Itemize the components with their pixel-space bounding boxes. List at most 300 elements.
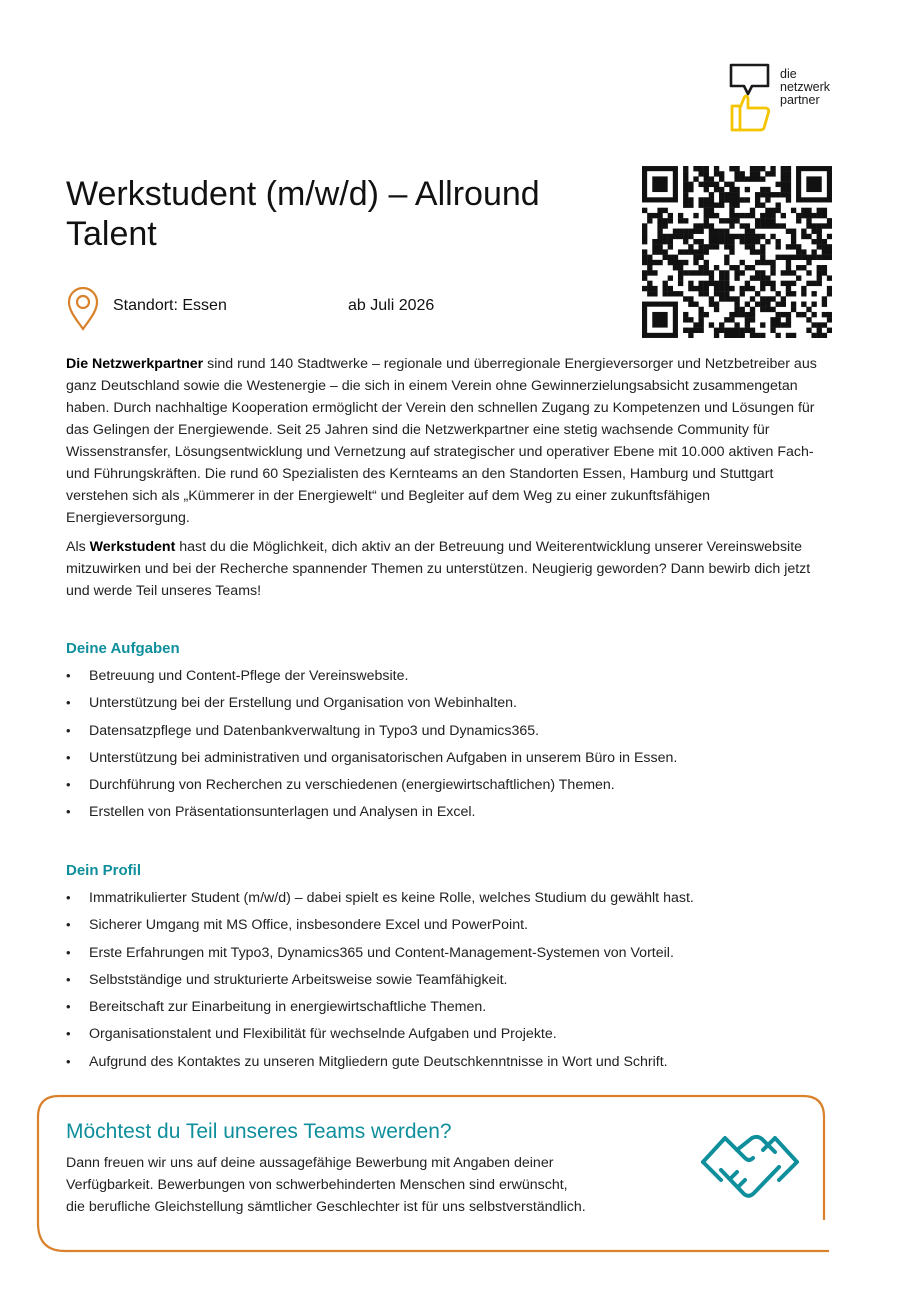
qr-module <box>755 291 760 296</box>
qr-module <box>683 317 688 322</box>
qr-module <box>698 182 703 187</box>
qr-module <box>796 249 801 254</box>
qr-module <box>806 281 811 286</box>
qr-module <box>719 296 724 301</box>
qr-module <box>822 265 827 270</box>
qr-module <box>657 260 662 265</box>
qr-module <box>678 265 683 270</box>
qr-module <box>734 275 739 280</box>
qr-module <box>734 213 739 218</box>
qr-module <box>719 192 724 197</box>
qr-module <box>817 229 822 234</box>
qr-module <box>719 187 724 192</box>
qr-module <box>663 239 668 244</box>
qr-module <box>668 291 673 296</box>
qr-module <box>663 286 668 291</box>
qr-module <box>786 255 791 260</box>
intro-paragraph-1-text: sind rund 140 Stadtwerke – regionale und überregionale Energieversorger und Netzbetreiber aus ganz Deutschland sowie die Westenergie – die sich in einem Verein ohne Gewinnerzielungsabsicht zusammengetan haben. Durch nachhaltige Kooperation ermöglicht der Verein den schnellen Zugang zu Kompetenzen und Lösungen für das Gelingen der Energiewende. Seit 25 Jahren sind die Netzwerkpartner eine stetig wachsende Community für Wissenstransfer, Lösungsentwicklung und Vernetzung auf strategischer und operativer Ebene mit 10.000 aktiven Fach- und Führungskräften. Die rund 60 Spezialisten des Kernteams an den Standorten Essen, Hamburg und Stuttgart verstehen sich als „Kümmerer in der Energiewelt“ und Begleiter auf dem Weg zu einer zukunftsfähigen Energieversorgung. <box>66 356 817 526</box>
qr-module <box>709 197 714 202</box>
qr-module <box>642 208 647 213</box>
qr-module <box>806 307 811 312</box>
qr-module <box>786 333 791 338</box>
qr-module <box>729 192 734 197</box>
qr-module <box>729 197 734 202</box>
qr-module <box>704 223 709 228</box>
qr-module <box>698 244 703 249</box>
qr-module <box>745 265 750 270</box>
qr-module <box>745 286 750 291</box>
qr-module <box>770 234 775 239</box>
qr-module <box>724 234 729 239</box>
qr-module <box>714 166 719 171</box>
qr-module <box>704 281 709 286</box>
qr-module <box>693 213 698 218</box>
qr-module <box>796 275 801 280</box>
qr-module <box>801 213 806 218</box>
qr-module <box>734 176 739 181</box>
qr-module <box>806 260 811 265</box>
qr-module <box>750 176 755 181</box>
qr-module <box>822 312 827 317</box>
qr-module <box>734 322 739 327</box>
qr-module <box>647 260 652 265</box>
qr-module <box>745 239 750 244</box>
qr-module <box>786 187 791 192</box>
qr-module <box>714 328 719 333</box>
qr-module <box>740 176 745 181</box>
logo-line-die: die <box>780 67 797 81</box>
qr-module <box>693 286 698 291</box>
qr-module <box>724 281 729 286</box>
qr-module <box>734 296 739 301</box>
qr-module <box>817 322 822 327</box>
qr-module <box>755 223 760 228</box>
qr-module <box>781 213 786 218</box>
intro-company-name: Die Netzwerkpartner <box>66 356 204 372</box>
qr-module <box>719 275 724 280</box>
qr-module <box>760 322 765 327</box>
qr-module <box>693 176 698 181</box>
qr-module <box>745 213 750 218</box>
qr-module <box>827 286 832 291</box>
qr-module <box>693 223 698 228</box>
list-item: • Unterstützung bei administrativen und organisatorischen Aufgaben in unserem Büro in Essen. <box>66 747 846 774</box>
qr-module <box>678 275 683 280</box>
qr-module <box>729 249 734 254</box>
qr-module <box>791 281 796 286</box>
qr-module <box>765 302 770 307</box>
qr-module <box>750 328 755 333</box>
qr-module <box>652 244 657 249</box>
qr-module <box>724 192 729 197</box>
qr-module <box>698 202 703 207</box>
qr-module <box>786 244 791 249</box>
qr-module <box>786 229 791 234</box>
qr-module <box>770 166 775 171</box>
qr-module <box>765 281 770 286</box>
qr-module <box>822 255 827 260</box>
qr-module <box>698 197 703 202</box>
qr-module <box>704 182 709 187</box>
qr-module <box>750 317 755 322</box>
handshake-icon <box>700 1124 800 1204</box>
qr-module <box>678 260 683 265</box>
qr-module <box>683 187 688 192</box>
qr-module <box>801 312 806 317</box>
qr-module <box>729 312 734 317</box>
qr-module <box>760 296 765 301</box>
profile-heading: Dein Profil <box>66 862 142 879</box>
qr-module <box>734 302 739 307</box>
qr-module <box>709 213 714 218</box>
qr-module <box>642 286 647 291</box>
qr-module <box>740 333 745 338</box>
qr-module <box>796 255 801 260</box>
qr-module <box>673 229 678 234</box>
qr-module <box>724 333 729 338</box>
qr-module <box>719 286 724 291</box>
qr-module <box>704 312 709 317</box>
qr-module <box>719 239 724 244</box>
qr-module <box>729 187 734 192</box>
qr-module <box>760 176 765 181</box>
qr-module <box>729 296 734 301</box>
list-item: • Erstellen von Präsentationsunterlagen und Analysen in Excel. <box>66 801 846 828</box>
qr-module <box>663 249 668 254</box>
qr-module <box>755 275 760 280</box>
list-item: • Datensatzpflege und Datenbankverwaltung in Typo3 und Dynamics365. <box>66 720 846 747</box>
qr-module <box>755 302 760 307</box>
qr-module <box>673 260 678 265</box>
qr-module <box>786 270 791 275</box>
qr-module <box>760 213 765 218</box>
qr-module <box>740 239 745 244</box>
qr-module <box>770 265 775 270</box>
qr-module <box>714 229 719 234</box>
qr-module <box>786 317 791 322</box>
qr-module <box>817 281 822 286</box>
location-label: Standort: Essen <box>113 297 227 314</box>
qr-module <box>806 328 811 333</box>
qr-module <box>750 312 755 317</box>
qr-module <box>770 192 775 197</box>
qr-module <box>709 192 714 197</box>
qr-module <box>698 281 703 286</box>
qr-module <box>755 333 760 338</box>
qr-module <box>776 192 781 197</box>
qr-module <box>729 286 734 291</box>
qr-module <box>678 249 683 254</box>
qr-module <box>724 286 729 291</box>
qr-module <box>786 166 791 171</box>
qr-module <box>709 244 714 249</box>
qr-module <box>786 312 791 317</box>
qr-module <box>719 270 724 275</box>
qr-module <box>760 286 765 291</box>
qr-module <box>642 234 647 239</box>
qr-module <box>734 187 739 192</box>
qr-module <box>760 333 765 338</box>
qr-module <box>734 265 739 270</box>
qr-module <box>693 322 698 327</box>
qr-module <box>714 307 719 312</box>
qr-module <box>719 218 724 223</box>
qr-module <box>822 223 827 228</box>
qr-module <box>688 302 693 307</box>
qr-module <box>704 213 709 218</box>
qr-module <box>698 322 703 327</box>
qr-module <box>765 307 770 312</box>
qr-module <box>755 239 760 244</box>
qr-module <box>729 202 734 207</box>
qr-module <box>704 249 709 254</box>
qr-module <box>776 223 781 228</box>
qr-module <box>688 187 693 192</box>
qr-module <box>663 291 668 296</box>
qr-module <box>704 218 709 223</box>
qr-module <box>693 229 698 234</box>
qr-module <box>729 328 734 333</box>
qr-module <box>827 275 832 280</box>
qr-module <box>724 296 729 301</box>
qr-module <box>755 260 760 265</box>
qr-module <box>642 239 647 244</box>
qr-module <box>688 202 693 207</box>
qr-module <box>734 270 739 275</box>
qr-module <box>688 317 693 322</box>
qr-module <box>724 182 729 187</box>
qr-module <box>704 270 709 275</box>
qr-module <box>791 302 796 307</box>
qr-module <box>817 255 822 260</box>
qr-module <box>745 328 750 333</box>
qr-module <box>811 302 816 307</box>
qr-module <box>781 192 786 197</box>
qr-module <box>693 302 698 307</box>
qr-finder-inner <box>652 312 667 328</box>
qr-module <box>729 234 734 239</box>
qr-module <box>811 255 816 260</box>
qr-module <box>776 244 781 249</box>
qr-module <box>688 249 693 254</box>
qr-module <box>755 249 760 254</box>
qr-module <box>817 223 822 228</box>
qr-module <box>776 333 781 338</box>
logo-bubbles-icon <box>728 62 778 134</box>
qr-module <box>719 234 724 239</box>
qr-module <box>657 213 662 218</box>
qr-module <box>760 244 765 249</box>
qr-module <box>683 239 688 244</box>
logo-line-netzwerk: netzwerk <box>780 80 831 94</box>
qr-module <box>750 166 755 171</box>
qr-module <box>760 281 765 286</box>
qr-module <box>770 317 775 322</box>
qr-module <box>822 333 827 338</box>
qr-module <box>811 229 816 234</box>
qr-module <box>806 218 811 223</box>
qr-module <box>760 249 765 254</box>
list-item: • Aufgrund des Kontaktes zu unseren Mitgliedern gute Deutschkenntnisse in Wort und Schrift. <box>66 1051 846 1078</box>
qr-module <box>786 265 791 270</box>
qr-module <box>719 202 724 207</box>
qr-module <box>698 286 703 291</box>
qr-module <box>745 312 750 317</box>
qr-module <box>811 291 816 296</box>
qr-module <box>770 208 775 213</box>
qr-module <box>770 218 775 223</box>
qr-module <box>745 281 750 286</box>
qr-module <box>765 275 770 280</box>
list-item: • Betreuung und Content-Pflege der Vereinswebsite. <box>66 665 846 692</box>
qr-module <box>827 249 832 254</box>
qr-module <box>734 307 739 312</box>
qr-module <box>776 182 781 187</box>
intro-role-name: Werkstudent <box>89 539 176 555</box>
qr-module <box>668 260 673 265</box>
qr-module <box>704 208 709 213</box>
qr-module <box>781 302 786 307</box>
qr-module <box>709 234 714 239</box>
qr-module <box>719 281 724 286</box>
qr-module <box>657 239 662 244</box>
qr-module <box>683 229 688 234</box>
qr-module <box>693 166 698 171</box>
qr-module <box>724 218 729 223</box>
qr-module <box>647 265 652 270</box>
qr-module <box>693 328 698 333</box>
qr-module <box>740 328 745 333</box>
qr-module <box>652 291 657 296</box>
qr-module <box>801 286 806 291</box>
qr-module <box>698 171 703 176</box>
qr-module <box>740 171 745 176</box>
qr-module <box>698 307 703 312</box>
qr-module <box>657 223 662 228</box>
qr-module <box>704 187 709 192</box>
qr-module <box>750 296 755 301</box>
qr-module <box>663 281 668 286</box>
qr-module <box>734 234 739 239</box>
qr-module <box>647 218 652 223</box>
qr-module <box>642 275 647 280</box>
intro-paragraph-2-prefix: Als <box>66 539 90 555</box>
qr-module <box>704 291 709 296</box>
qr-module <box>698 166 703 171</box>
qr-module <box>786 192 791 197</box>
qr-module <box>770 281 775 286</box>
list-item: • Organisationstalent und Flexibilität für wechselnde Aufgaben und Projekte. <box>66 1023 846 1050</box>
qr-module <box>765 223 770 228</box>
qr-module <box>683 328 688 333</box>
qr-module <box>688 270 693 275</box>
qr-module <box>776 202 781 207</box>
qr-module <box>729 244 734 249</box>
qr-module <box>781 223 786 228</box>
qr-module <box>755 171 760 176</box>
qr-module <box>786 176 791 181</box>
qr-module <box>817 265 822 270</box>
company-logo <box>728 62 858 134</box>
qr-module <box>709 296 714 301</box>
qr-module <box>765 260 770 265</box>
qr-module <box>729 218 734 223</box>
qr-module <box>740 223 745 228</box>
qr-module <box>734 166 739 171</box>
qr-module <box>806 255 811 260</box>
qr-module <box>714 239 719 244</box>
qr-finder-inner <box>652 176 667 192</box>
qr-module <box>683 171 688 176</box>
qr-module <box>755 192 760 197</box>
qr-code[interactable] <box>642 166 832 338</box>
qr-module <box>745 302 750 307</box>
tasks-list <box>66 665 846 829</box>
qr-module <box>688 333 693 338</box>
qr-module <box>688 244 693 249</box>
qr-module <box>781 255 786 260</box>
qr-module <box>734 171 739 176</box>
qr-module <box>750 333 755 338</box>
qr-module <box>796 265 801 270</box>
qr-module <box>745 197 750 202</box>
qr-module <box>750 208 755 213</box>
qr-module <box>822 270 827 275</box>
qr-module <box>714 286 719 291</box>
intro-section <box>66 353 836 609</box>
qr-module <box>811 223 816 228</box>
qr-module <box>668 286 673 291</box>
qr-module <box>724 244 729 249</box>
qr-module <box>817 328 822 333</box>
qr-module <box>791 291 796 296</box>
qr-module <box>791 239 796 244</box>
qr-module <box>765 197 770 202</box>
qr-module <box>652 239 657 244</box>
qr-module <box>760 307 765 312</box>
qr-module <box>688 229 693 234</box>
qr-module <box>750 234 755 239</box>
qr-module <box>765 296 770 301</box>
qr-module <box>791 229 796 234</box>
qr-module <box>704 286 709 291</box>
qr-module <box>683 234 688 239</box>
qr-module <box>827 255 832 260</box>
cta-line-2: Verfügbarkeit. Bewerbungen von schwerbehinderten Menschen sind erwünscht, <box>66 1177 568 1193</box>
qr-module <box>678 281 683 286</box>
qr-module <box>827 234 832 239</box>
qr-module <box>734 312 739 317</box>
qr-module <box>688 296 693 301</box>
qr-module <box>781 281 786 286</box>
qr-module <box>796 218 801 223</box>
qr-module <box>786 291 791 296</box>
qr-module <box>791 307 796 312</box>
qr-module <box>724 317 729 322</box>
qr-module <box>781 270 786 275</box>
qr-module <box>770 223 775 228</box>
qr-module <box>765 218 770 223</box>
qr-module <box>817 244 822 249</box>
qr-module <box>770 213 775 218</box>
qr-module <box>822 302 827 307</box>
qr-module <box>668 218 673 223</box>
qr-module <box>704 176 709 181</box>
qr-module <box>683 296 688 301</box>
qr-module <box>683 218 688 223</box>
qr-module <box>657 244 662 249</box>
qr-module <box>698 223 703 228</box>
